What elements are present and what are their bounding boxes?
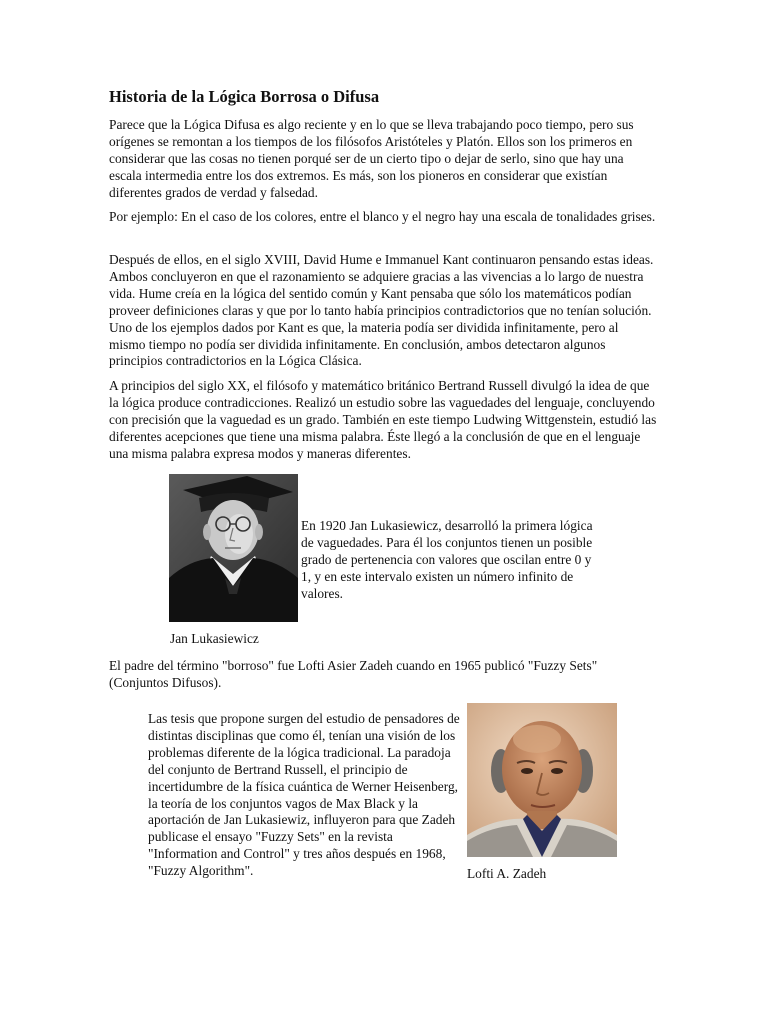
paragraph-russell-wittgenstein: A principios del siglo XX, el filósofo y matemático británico Bertrand Russell divulgó la idea de que la lógica produce contradicciones. Realizó un estudio sobre las vaguedades del lenguaje, concluyendo con precisión que la vaguedad es un grado. También en este tiempo Ludwing Wittgenstein, estudió las diferentes acepciones que tiene una misma palabra. Éste llegó a la conclusión de que en el lenguaje una misma palabra expresa modos y maneras diferentes. <box>109 378 657 461</box>
zadeh-text: Las tesis que propone surgen del estudio de pensadores de distintas disciplinas que como él, tenían una visión de los problemas diferente de la lógica tradicional. La paradoja del conjunto de Bertrand Russell, el principio de incertidumbre de la física cuántica de Werner Heisenberg, la teoría de los conjuntos vagos de Max Black y la aportación de Jan Lukasiewiz, influyeron para que Zadeh publicase el ensayo "Fuzzy Sets" en la revista "Information and Control" y tres años después en 1968, "Fuzzy Algorithm". <box>148 711 460 879</box>
lukasiewicz-caption: Jan Lukasiewicz <box>170 631 259 646</box>
lukasiewicz-text: En 1920 Jan Lukasiewicz, desarrolló la primera lógica de vaguedades. Para él los conjuntos tienen un posible grado de pertenencia con valores que oscilan entre 0 y 1, y en este intervalo existen un número infinito de valores. <box>301 518 593 601</box>
zadeh-caption: Lofti A. Zadeh <box>467 866 547 881</box>
zadeh-portrait <box>467 703 617 857</box>
paragraph-colors-example: Por ejemplo: En el caso de los colores, entre el blanco y el negro hay una escala de tonalidades grises. <box>109 209 656 224</box>
paragraph-hume-kant: Después de ellos, en el siglo XVIII, David Hume e Immanuel Kant continuaron pensando estas ideas. Ambos concluyeron en que el razonamiento se adquiere gracias a las vivencias a lo largo de nuestra vida. Hume creía en la lógica del sentido común y Kant pensaba que sólo los matemáticos podían proveer definiciones claras y que por lo tanto había principios contradictorios que no tenían solución. Uno de los ejemplos dados por Kant es que, la materia podía ser dividida infinitamente, pero al mismo tiempo no podía ser dividida infinitamente. En conclusión, ambos detectaron algunos principios contradictorios en la Lógica Clásica. <box>109 252 654 369</box>
lukasiewicz-portrait <box>169 474 298 622</box>
page-title: Historia de la Lógica Borrosa o Difusa <box>109 87 380 106</box>
paragraph-zadeh-intro: El padre del término "borroso" fue Lofti Asier Zadeh cuando en 1965 publicó "Fuzzy Sets" (Conjuntos Difusos). <box>109 658 598 690</box>
paragraph-origins: Parece que la Lógica Difusa es algo reciente y en lo que se lleva trabajando poco tiempo, pero sus orígenes se remontan a los tiempos de los filósofos Aristóteles y Platón. Ellos son los primeros en considerar que las cosas no tienen porqué ser de un cierto tipo o dejar de serlo, sino que hay una escala intermedia entre los dos extremos. Es más, son los pioneros en considerar que existían diferentes grados de verdad y falsedad. <box>109 117 634 200</box>
